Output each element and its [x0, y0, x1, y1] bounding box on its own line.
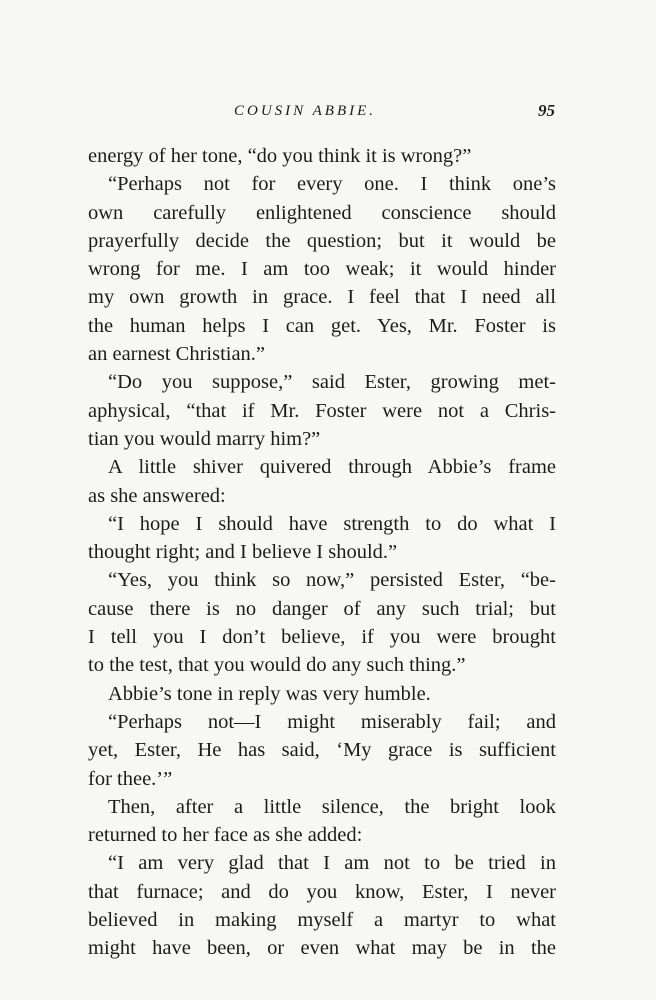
- text-line: “Do you suppose,” said Ester, growing met-: [108, 371, 556, 394]
- running-head: COUSIN ABBIE.: [234, 103, 377, 119]
- text-line: to the test, that you would do any such thing.”: [88, 654, 466, 677]
- text-line: prayerfully decide the question; but it would be: [88, 229, 556, 252]
- text-line: might have been, or even what may be in the: [88, 937, 556, 960]
- text-line: an earnest Christian.”: [88, 343, 266, 366]
- text-line: A little shiver quivered through Abbie’s frame: [108, 456, 556, 479]
- text-line: Then, after a little silence, the bright look: [108, 795, 556, 818]
- text-line: tian you would marry him?”: [88, 427, 321, 450]
- text-line: aphysical, “that if Mr. Foster were not a Chris-: [88, 399, 556, 422]
- text-line: thought right; and I believe I should.”: [88, 541, 398, 564]
- text-line: “Perhaps not for every one. I think one’s: [108, 173, 556, 196]
- text-line: own carefully enlightened conscience should: [88, 201, 556, 224]
- text-line: yet, Ester, He has said, ‘My grace is sufficient: [88, 739, 556, 762]
- text-line: “I am very glad that I am not to be tried in: [108, 852, 556, 875]
- text-line: energy of her tone, “do you think it is wrong?”: [88, 145, 472, 167]
- text-line: that furnace; and do you know, Ester, I never: [88, 880, 556, 903]
- text-line: my own growth in grace. I feel that I need all: [88, 286, 556, 309]
- body-text: [88, 142, 556, 963]
- text-line: “Perhaps not—I might miserably fail; and: [108, 710, 556, 733]
- text-line: as she answered:: [88, 484, 226, 507]
- text-line: for thee.’”: [88, 767, 173, 790]
- text-line: “Yes, you think so now,” persisted Ester, “be-: [108, 569, 556, 592]
- text-line: wrong for me. I am too weak; it would hinder: [88, 258, 556, 281]
- text-line: returned to her face as she added:: [88, 824, 363, 847]
- text-line: the human helps I can get. Yes, Mr. Foster is: [88, 314, 556, 337]
- text-line: “I hope I should have strength to do what I: [108, 512, 556, 535]
- text-line: I tell you I don’t believe, if you were brought: [88, 626, 556, 649]
- text-line: believed in making myself a martyr to what: [88, 909, 556, 932]
- page-header: [88, 101, 555, 127]
- page-number: 95: [538, 101, 555, 120]
- text-line: cause there is no danger of any such trial; but: [88, 597, 556, 620]
- text-line: Abbie’s tone in reply was very humble.: [108, 682, 431, 705]
